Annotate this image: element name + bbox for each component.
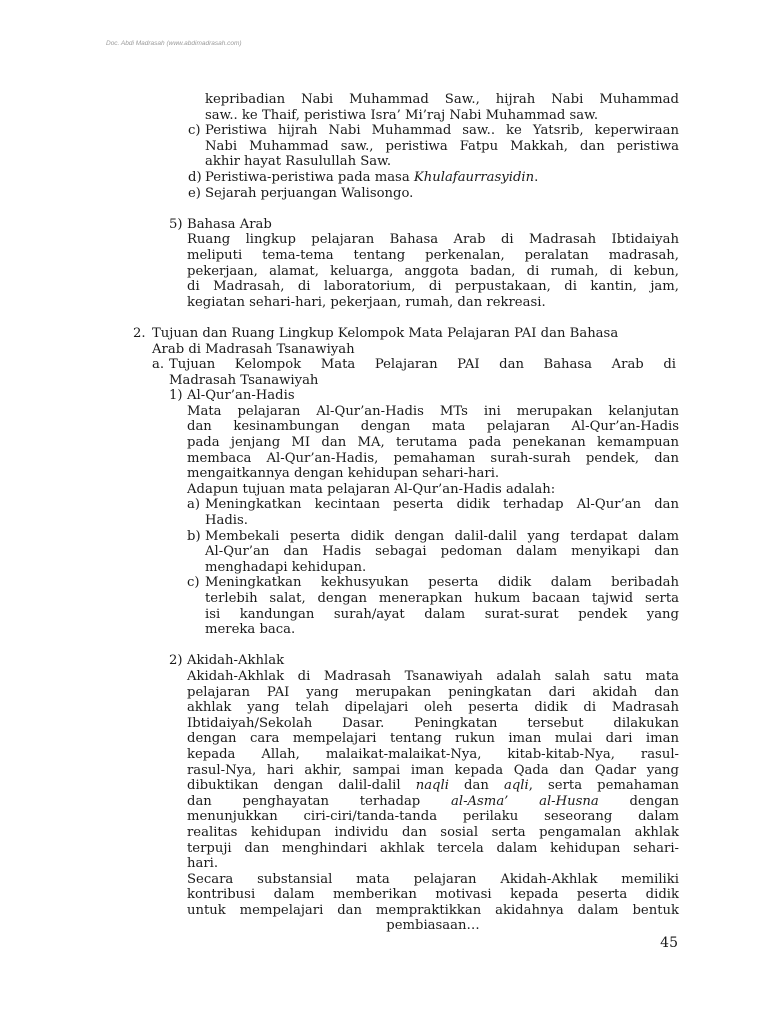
text-line: Arab di Madrasah Tsanawiyah [152, 341, 355, 357]
text-line: isi kandungan surah/ayat dalam surat-surat pendek yang [205, 606, 679, 622]
text-line [205, 170, 679, 186]
list-marker: 2. [133, 325, 146, 341]
text-line: Membekali peserta didik dengan dalil-dalil yang terdapat dalam [205, 528, 679, 544]
text-line: rasul-Nya, hari akhir, sampai iman kepada Qada dan Qadar yang [187, 762, 679, 778]
italic-term: aqli [503, 778, 529, 794]
list-marker: a. [152, 357, 165, 373]
section-heading: Akidah-Akhlak [187, 653, 285, 669]
text-line: di Madrasah, di laboratorium, di perpustakaan, di kantin, jam, [187, 279, 679, 295]
list-marker: c) [187, 575, 200, 591]
list-marker: 5) [169, 216, 183, 232]
text-line: saw.. ke Thaif, peristiwa Isra’ Mi’raj Nabi Muhammad saw. [205, 107, 599, 123]
text-line: Adapun tujuan mata pelajaran Al-Qur’an-Hadis adalah: [187, 481, 556, 497]
section-heading: Bahasa Arab [187, 216, 272, 232]
text-line: Ruang lingkup pelajaran Bahasa Arab di Madrasah Ibtidaiyah [187, 232, 679, 248]
list-item-c [188, 123, 679, 170]
text-line: kontribusi dalam memberikan motivasi kepada peserta didik [187, 887, 679, 903]
text-line [187, 794, 679, 810]
text-line: Ibtidaiyah/Sekolah Dasar. Peningkatan tersebut dilakukan [187, 715, 679, 731]
text-line: menunjukkan ciri-ciri/tanda-tanda perilaku seseorang dalam [187, 809, 679, 825]
text-line: mereka baca. [205, 622, 296, 638]
text-line: meliputi tema-tema tentang perkenalan, peralatan madrasah, [187, 247, 679, 263]
text-run: Peristiwa-peristiwa pada masa [205, 169, 414, 185]
text-line: kegiatan sehari-hari, pekerjaan, rumah, dan rekreasi. [187, 294, 546, 310]
list-marker: d) [188, 169, 202, 185]
text-line: untuk mempelajari dan mempraktikkan akidahnya dalam bentuk [187, 902, 679, 918]
text-line: dengan cara mempelajari tentang rukun iman mulai dari iman [187, 731, 679, 747]
page-body [0, 92, 768, 934]
text-line: Mata pelajaran Al-Qur’an-Hadis MTs ini merupakan kelanjutan [187, 403, 679, 419]
text-run: , serta pemahaman [528, 778, 680, 794]
list-marker: 1) [169, 388, 183, 404]
text-line: pelajaran PAI yang merupakan peningkatan dari akidah dan [187, 684, 679, 700]
text-line: Hadis. [205, 513, 248, 529]
list-item-d [188, 169, 679, 186]
subsection-a-heading [152, 357, 676, 388]
quran-goal-c [187, 575, 679, 638]
text-line: Tujuan dan Ruang Lingkup Kelompok Mata Pelajaran PAI dan Bahasa [152, 325, 619, 341]
text-line: Meningkatkan kecintaan peserta didik terhadap Al-Qur’an dan [205, 497, 679, 513]
text-line: dan kesinambungan dengan mata pelajaran Al-Qur’an-Hadis [187, 419, 679, 435]
text-line: membaca Al-Qur’an-Hadis, pemahaman surah-surah pendek, dan [187, 450, 679, 466]
text-line: menghadapi kehidupan. [205, 559, 367, 575]
quran-goal-b [187, 528, 679, 576]
text-run: dibuktikan dengan dalil-dalil [187, 778, 416, 794]
section-heading: Al-Qur’an-Hadis [187, 388, 295, 404]
text-line: mengaitkannya dengan kehidupan sehari-hari. [187, 466, 500, 482]
text-line: Secara substansial mata pelajaran Akidah-Akhlak memiliki [187, 871, 679, 887]
text-line: Peristiwa hijrah Nabi Muhammad saw.. ke Yatsrib, keperwiraan [205, 123, 679, 139]
text-line: Akidah-Akhlak di Madrasah Tsanawiyah adalah salah satu mata [187, 668, 679, 684]
text-line: Al-Qur’an dan Hadis sebagai pedoman dalam menyikapi dan [205, 544, 679, 560]
text-line: pada jenjang MI dan MA, terutama pada penekanan kemampuan [187, 435, 679, 451]
document-source-note: Doc. Abdi Madrasah (www.abdimadrasah.com) [106, 40, 242, 47]
text-line: kepribadian Nabi Muhammad Saw., hijrah Nabi Muhammad [205, 92, 679, 107]
text-line: terlebih salat, dengan menerapkan hukum bacaan tajwid serta [205, 591, 679, 606]
list-marker: 2) [169, 653, 183, 669]
list-marker: b) [187, 528, 201, 544]
section-2-heading [133, 325, 679, 357]
italic-term: al-Asma’ al-Husna [450, 793, 599, 809]
text-run: dan penghayatan terhadap [187, 793, 451, 809]
text-run: dengan [598, 793, 680, 809]
text-line: terpuji dan menghindari akhlak tercela dalam kehidupan sehari- [187, 840, 679, 856]
text-line [187, 778, 679, 794]
page-number: 45 [660, 935, 678, 951]
text-run: . [534, 169, 539, 185]
list-marker: c) [188, 123, 201, 139]
section-quran-hadis [169, 388, 679, 497]
text-line: pembiasaan… [386, 918, 480, 934]
italic-term: naqli [415, 778, 449, 794]
text-line: akhir hayat Rasulullah Saw. [205, 154, 392, 170]
section-bahasa-arab [169, 216, 679, 311]
list-marker: a) [187, 497, 201, 513]
quran-goal-a [187, 497, 679, 529]
text-line: kepada Allah, malaikat-malaikat-Nya, kitab-kitab-Nya, rasul- [187, 746, 679, 762]
section-akidah-akhlak [169, 653, 680, 934]
text-line: Tujuan Kelompok Mata Pelajaran PAI dan Bahasa Arab di [169, 357, 676, 373]
text-line: pekerjaan, alamat, keluarga, anggota badan, di rumah, di kebun, [187, 263, 679, 279]
text-run: dan [448, 778, 504, 794]
text-line: akhlak yang telah dipelajari oleh peserta didik di Madrasah [187, 700, 679, 716]
list-marker: e) [188, 185, 201, 201]
text-line: Nabi Muhammad saw., peristiwa Fatpu Makkah, dan peristiwa [205, 138, 679, 154]
text-line: realitas kehidupan individu dan sosial serta pengamalan akhlak [187, 824, 679, 840]
text-line: Madrasah Tsanawiyah [169, 372, 319, 388]
text-line: hari. [187, 856, 219, 872]
list-item-b-continuation [205, 92, 679, 123]
list-item-e [188, 185, 679, 202]
text-line: Sejarah perjuangan Walisongo. [205, 185, 414, 201]
text-line: Meningkatkan kekhusyukan peserta didik dalam beribadah [205, 575, 679, 591]
italic-term: Khulafaurrasyidin [413, 169, 535, 185]
